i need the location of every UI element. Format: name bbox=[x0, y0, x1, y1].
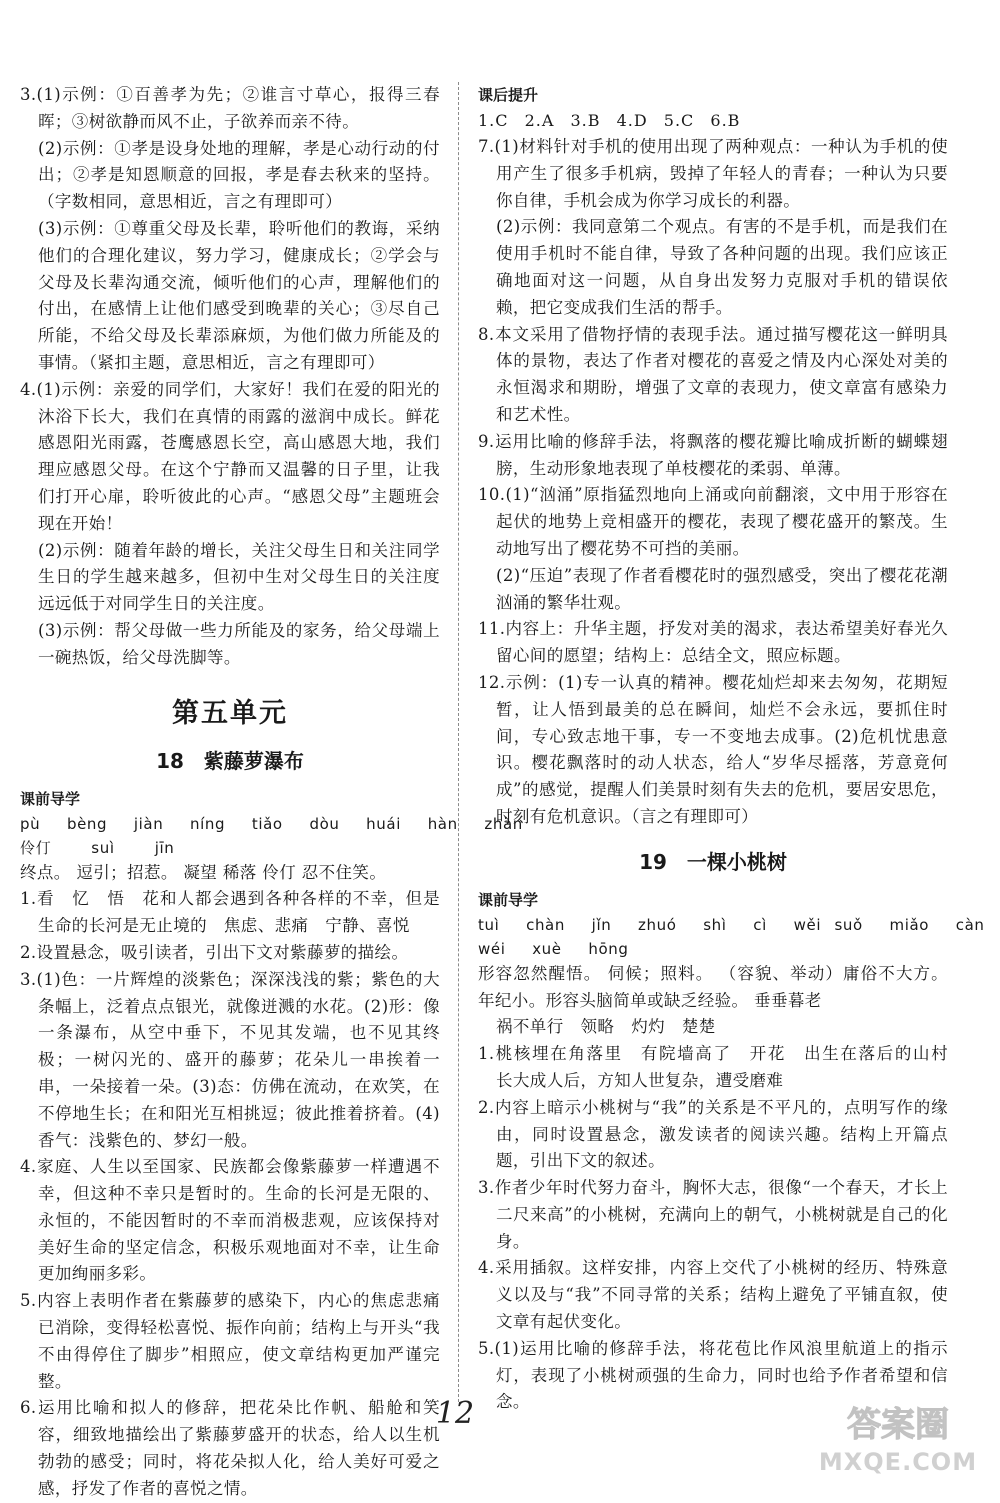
lesson-18-title: 18 紫藤萝瀑布 bbox=[156, 748, 304, 773]
lesson-18-pinyin-line-2: 伶仃 suì jīn bbox=[20, 838, 175, 857]
q3-part2: (2)示例：①孝是设身处地的理解，孝是心动行动的付出；②孝是知恩顺意的回报，孝是春去秋来的坚持。（字数相同，意思相近，言之有理即可） bbox=[38, 138, 440, 212]
q3-part3: (3)示例：①尊重父母及长辈，聆听他们的教诲，采纳他们的合理化建议，努力学习，健康成长；②学会与父母及长辈沟通交流，倾听他们的心声，理解他们的付出，在感情上让他们感受到晚辈的关心；③尽自己所能，不给父母及长辈添麻烦，为他们做力所能及的事情。（紧扣主题，意思相近，言之有理即可） bbox=[38, 218, 440, 372]
l18-q6: 6.运用比喻和拟人的修辞，把花朵比作帆、船舱和笑容，细致地描绘出了紫藤萝盛开的状态，给人以生机勃勃的感受；同时，将花朵拟人化，给人美好可爱之感，抒发了作者的喜悦之情。 bbox=[20, 1398, 440, 1498]
l19-q5: 5.(1)运用比喻的修辞手法，将花苞比作风浪里航道上的指示灯，表现了小桃树顽强的生命力，同时也给予作者希望和信念。 bbox=[478, 1338, 948, 1412]
q10-part1: 10.(1)“汹涌”原指猛烈地向上涌或向前翻滚，文中用于形容在起伏的地势上竞相盛开的樱花，表现了樱花盛开的繁茂。生动地写出了樱花势不可挡的美丽。 bbox=[478, 485, 948, 558]
q9: 9.运用比喻的修辞手法，将飘落的樱花瓣比喻成折断的蝴蝶翅膀，生动形象地表现了单枝樱花的柔弱、单薄。 bbox=[478, 431, 948, 478]
lesson-18-pinyin-line-1: pù bèng jiàn níng tiǎo dòu huái hàn zhàn bbox=[20, 814, 523, 833]
unit-title: 第五单元 bbox=[172, 697, 288, 729]
lesson-19-word-list: 祸不单行 领略 灼灼 楚楚 bbox=[496, 1017, 716, 1037]
l19-q1: 1.桃核埋在角落里 有院墙高了 开花 出生在落后的山村 长大成人后，方知人世复杂，遭受磨难 bbox=[478, 1044, 965, 1090]
after-class-label: 课后提升 bbox=[478, 86, 539, 104]
right-column bbox=[478, 82, 985, 1416]
q3-part1: 3.(1)示例：①百善孝为先；②谁言寸草心，报得三春晖；③树欲静而风不止，子欲养而亲不待。 bbox=[20, 85, 440, 131]
watermark-bottom-text: MXQE.COM bbox=[818, 1448, 978, 1476]
lesson-18-pre-study-label: 课前导学 bbox=[20, 789, 81, 808]
watermark-top-text: 答案圈 bbox=[847, 1405, 949, 1445]
q4-part2: (2)示例：随着年龄的增长，关注父母生日和关注同学生日的学生越来越多，但初中生对父母生日的关注度远远低于对同学生日的关注度。 bbox=[38, 540, 440, 614]
l18-q5: 5.内容上表明作者在紫藤萝的感染下，内心的焦虑悲痛已消除，变得轻松喜悦、振作向前；结构上与开头“我不由得停住了脚步”相照应，使文章结构更加严谨完整。 bbox=[20, 1291, 440, 1391]
lesson-19-pre-study-label: 课前导学 bbox=[478, 890, 539, 909]
lesson-19-pinyin-line-2: wéi xuè hōng bbox=[478, 939, 629, 958]
lesson-19-title: 19 一棵小桃树 bbox=[639, 849, 787, 874]
q12: 12.示例：(1)专一认真的精神。樱花灿烂却来去匆匆，花期短暂，让人悟到最美的总在瞬间，灿烂不会永远，要抓住时间，专心致志地干事，专一不变地去成事。(2)危机忧患意识。樱花飘落时的动人状态，给人“岁华尽摇落，芳意竟何成”的感觉，提醒人们美景时刻有失去的危机，要居安思危，时刻有危机意识。（言之有理即可） bbox=[478, 672, 948, 826]
site-watermark-logo bbox=[806, 1394, 986, 1480]
q8: 8.本文采用了借物抒情的表现手法。通过描写樱花这一鲜明具体的景物，表达了作者对樱花的喜爱之情及内心深处对美的永恒渴求和期盼，增强了文章的表现力，使文章富有感染力和艺术性。 bbox=[478, 324, 948, 424]
q10-part2: (2)“压迫”表现了作者看樱花时的强烈感受，突出了樱花花潮汹涌的繁华壮观。 bbox=[496, 565, 948, 612]
page-number: 12 bbox=[435, 1396, 475, 1431]
lesson-18-word-meanings: 终点。 逗引；招惹。 凝望 稀落 伶仃 忍不住笑。 bbox=[20, 862, 387, 882]
q4-part1: 4.(1)示例：亲爱的同学们，大家好！我们在爱的阳光的沐浴下长大，我们在真情的雨露的滋润中成长。鲜花感恩阳光雨露，苍鹰感恩长空，高山感恩大地，我们理应感恩父母。在这个宁静而又温馨的日子里，让我们打开心扉，聆听彼此的心声。“感恩父母”主题班会现在开始！ bbox=[20, 379, 440, 533]
multiple-choice-answers: 1.C 2.A 3.B 4.D 5.C 6.B bbox=[478, 111, 741, 130]
lesson-19-word-meanings: 形容忽然醒悟。 伺候；照料。 （容貌、举动）庸俗不大方。 年纪小。形容头脑简单或缺乏经验。 垂垂暮老 bbox=[478, 963, 948, 1010]
l18-q4: 4.家庭、人生以至国家、民族都会像紫藤萝一样遭遇不幸，但这种不幸只是暂时的。生命的长河是无限的、永恒的，不能因暂时的不幸而消极悲观，应该保持对美好生命的坚定信念，积极乐观地面对不幸，让生命更加绚丽多彩。 bbox=[20, 1157, 440, 1284]
l19-q2: 2.内容上暗示小桃树与“我”的关系是不平凡的，点明写作的缘由，同时设置悬念，激发读者的阅读兴趣。结构上开篇点题，引出下文的叙述。 bbox=[478, 1097, 948, 1171]
l18-q2: 2.设置悬念，吸引读者，引出下文对紫藤萝的描绘。 bbox=[20, 942, 409, 962]
lesson-19-pinyin-line-1: tuì chàn jǐn zhuó shì cì wěi suǒ miǎo càn bbox=[478, 915, 985, 934]
q7-part2: (2)示例：我同意第二个观点。有害的不是手机，而是我们在使用手机时不能自律，导致了各种问题的出现。我们应该正确地面对这一问题，从自身出发努力克服对手机的错误依赖，把它变成我们生活的帮手。 bbox=[496, 217, 948, 317]
column-divider bbox=[458, 82, 459, 1402]
l18-q1: 1.看 忆 悟 花和人都会遇到各种各样的不幸，但是生命的长河是无止境的 焦虑、悲痛 宁静、喜悦 bbox=[20, 889, 440, 936]
q7-part1: 7.(1)材料针对手机的使用出现了两种观点：一种认为手机的使用产生了很多手机病，毁掉了年轻人的青春；一种认为只要你自律，手机会成为你学习成长的利器。 bbox=[478, 137, 948, 210]
q4-part3: (3)示例：帮父母做一些力所能及的家务，给父母端上一碗热饭，给父母洗脚等。 bbox=[38, 620, 440, 667]
l19-q4: 4.采用插叙。这样安排，内容上交代了小桃树的经历、特殊意义以及与“我”不同寻常的关系；结构上避免了平铺直叙，使文章有起伏变化。 bbox=[478, 1258, 948, 1332]
q11: 11.内容上：升华主题，抒发对美的渴求，表达希望美好春光久留心间的愿望；结构上：总结全文，照应标题。 bbox=[478, 619, 948, 666]
l19-q3: 3.作者少年时代努力奋斗，胸怀大志，很像“一个春天，才长上二尺来高”的小桃树，充满向上的朝气，小桃树就是自己的化身。 bbox=[478, 1178, 948, 1251]
l18-q3: 3.(1)色：一片辉煌的淡紫色；深深浅浅的紫；紫色的大条幅上，泛着点点银光，就像迸溅的水花。(2)形：像一条瀑布，从空中垂下，不见其发端，也不见其终极；一树闪光的、盛开的藤萝；花朵儿一串挨着一串，一朵接着一朵。(3)态：仿佛在流动，在欢笑，在不停地生长；在和阳光互相挑逗；彼此推着挤着。(4)香气：浅紫色的、梦幻一般。 bbox=[20, 969, 440, 1150]
